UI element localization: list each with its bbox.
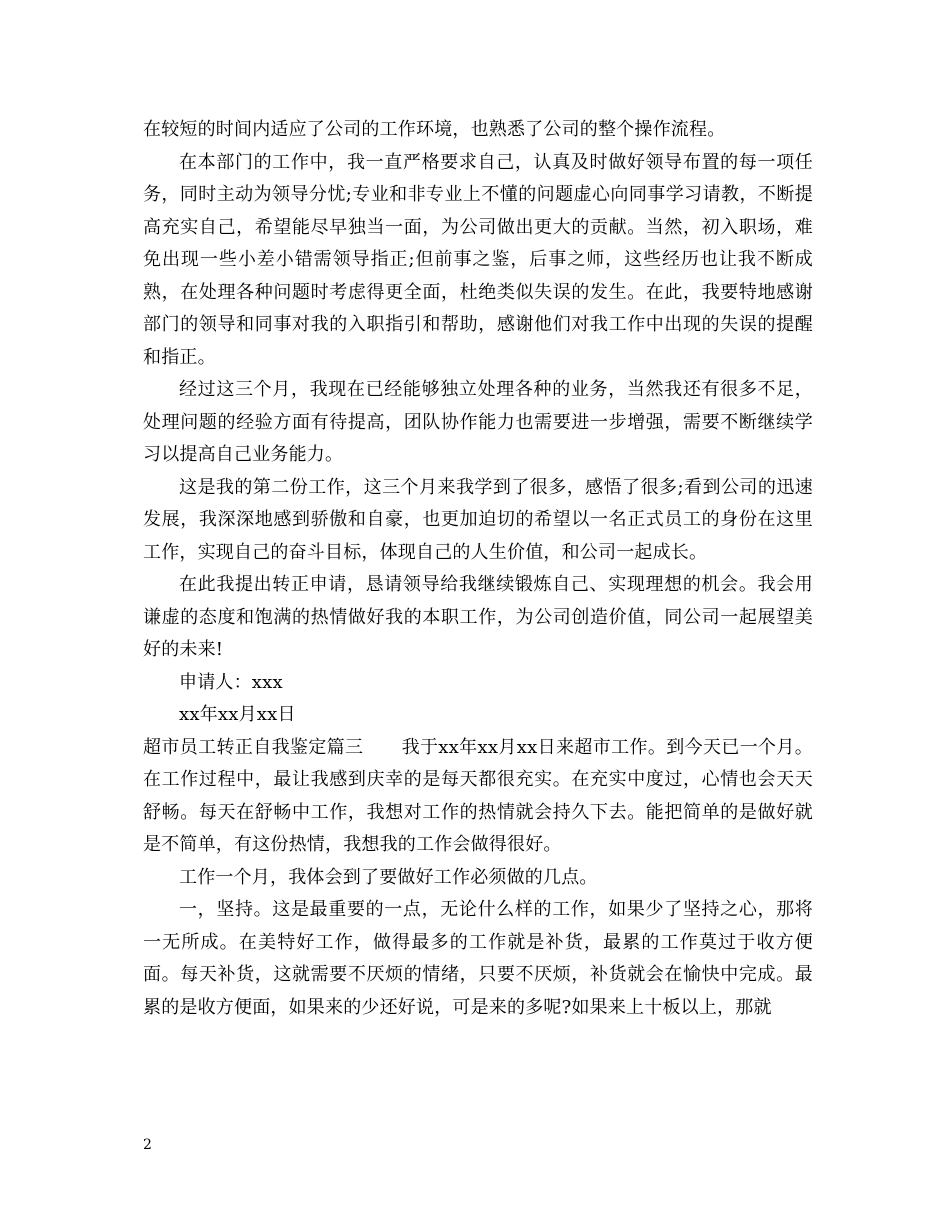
paragraph: 工作一个月，我体会到了要做好工作必须做的几点。 (179, 866, 598, 888)
section-intro: 我于xx年xx月xx日来超市工作。到今天已一个月。在工作过程中，最让我感到庆幸的是每天都很充实。在充实中度过，心情也会天天舒畅。每天在舒畅中工作，我想对工作的热情就会持久下去。能把简单的是做好就是不简单，有这份热情，我想我的工作会做得很好。 (143, 736, 813, 855)
paragraph: 经过这三个月，我现在已经能够独立处理各种的业务，当然我还有很多不足，处理问题的经验方面有待提高，团队协作能力也需要进一步增强，需要不断继续学习以提高自己业务能力。 (143, 379, 813, 465)
section-paragraph (143, 732, 813, 862)
paragraph: 这是我的第二份工作，这三个月来我学到了很多，感悟了很多;看到公司的迅速发展，我深深地感到骄傲和自豪，也更加迫切的希望以一名正式员工的身份在这里工作，实现自己的奋斗目标，体现自己的人生价值，和公司一起成长。 (143, 476, 813, 563)
paragraph: 一，坚持。这是最重要的一点，无论什么样的工作，如果少了坚持之心，那将一无所成。在美特好工作，做得最多的工作就是补货，最累的工作莫过于收方便面。每天补货，这就需要不厌烦的情绪，只要不厌烦，补货就会在愉快中完成。最累的是收方便面，如果来的少还好说，可是来的多呢?如果来上十板以上，那就 (143, 899, 813, 1018)
date-line: xx年xx月xx日 (179, 704, 296, 725)
section-title: 超市员工转正自我鉴定篇三 (143, 736, 364, 758)
page-number: 2 (143, 1137, 152, 1153)
paragraph: 在较短的时间内适应了公司的工作环境，也熟悉了公司的整个操作流程。 (143, 119, 726, 140)
document-body (143, 114, 813, 1024)
applicant-line: 申请人：xxx (179, 671, 283, 693)
paragraph: 在此我提出转正申请，恳请领导给我继续锻炼自己、实现理想的机会。我会用谦虚的态度和饱满的热情做好我的本职工作，为公司创造价值，同公司一起展望美好的未来! (143, 574, 813, 660)
paragraph: 在本部门的工作中，我一直严格要求自己，认真及时做好领导布置的每一项任务，同时主动为领导分忧;专业和非专业上不懂的问题虚心向同事学习请教，不断提高充实自己，希望能尽早独当一面，为公司做出更大的贡献。当然，初入职场，难免出现一些小差小错需领导指正;但前事之鉴，后事之师，这些经历也让我不断成熟，在处理各种问题时考虑得更全面，杜绝类似失误的发生。在此，我要特地感谢部门的领导和同事对我的入职指引和帮助，感谢他们对我工作中出现的失误的提醒和指正。 (143, 151, 813, 368)
